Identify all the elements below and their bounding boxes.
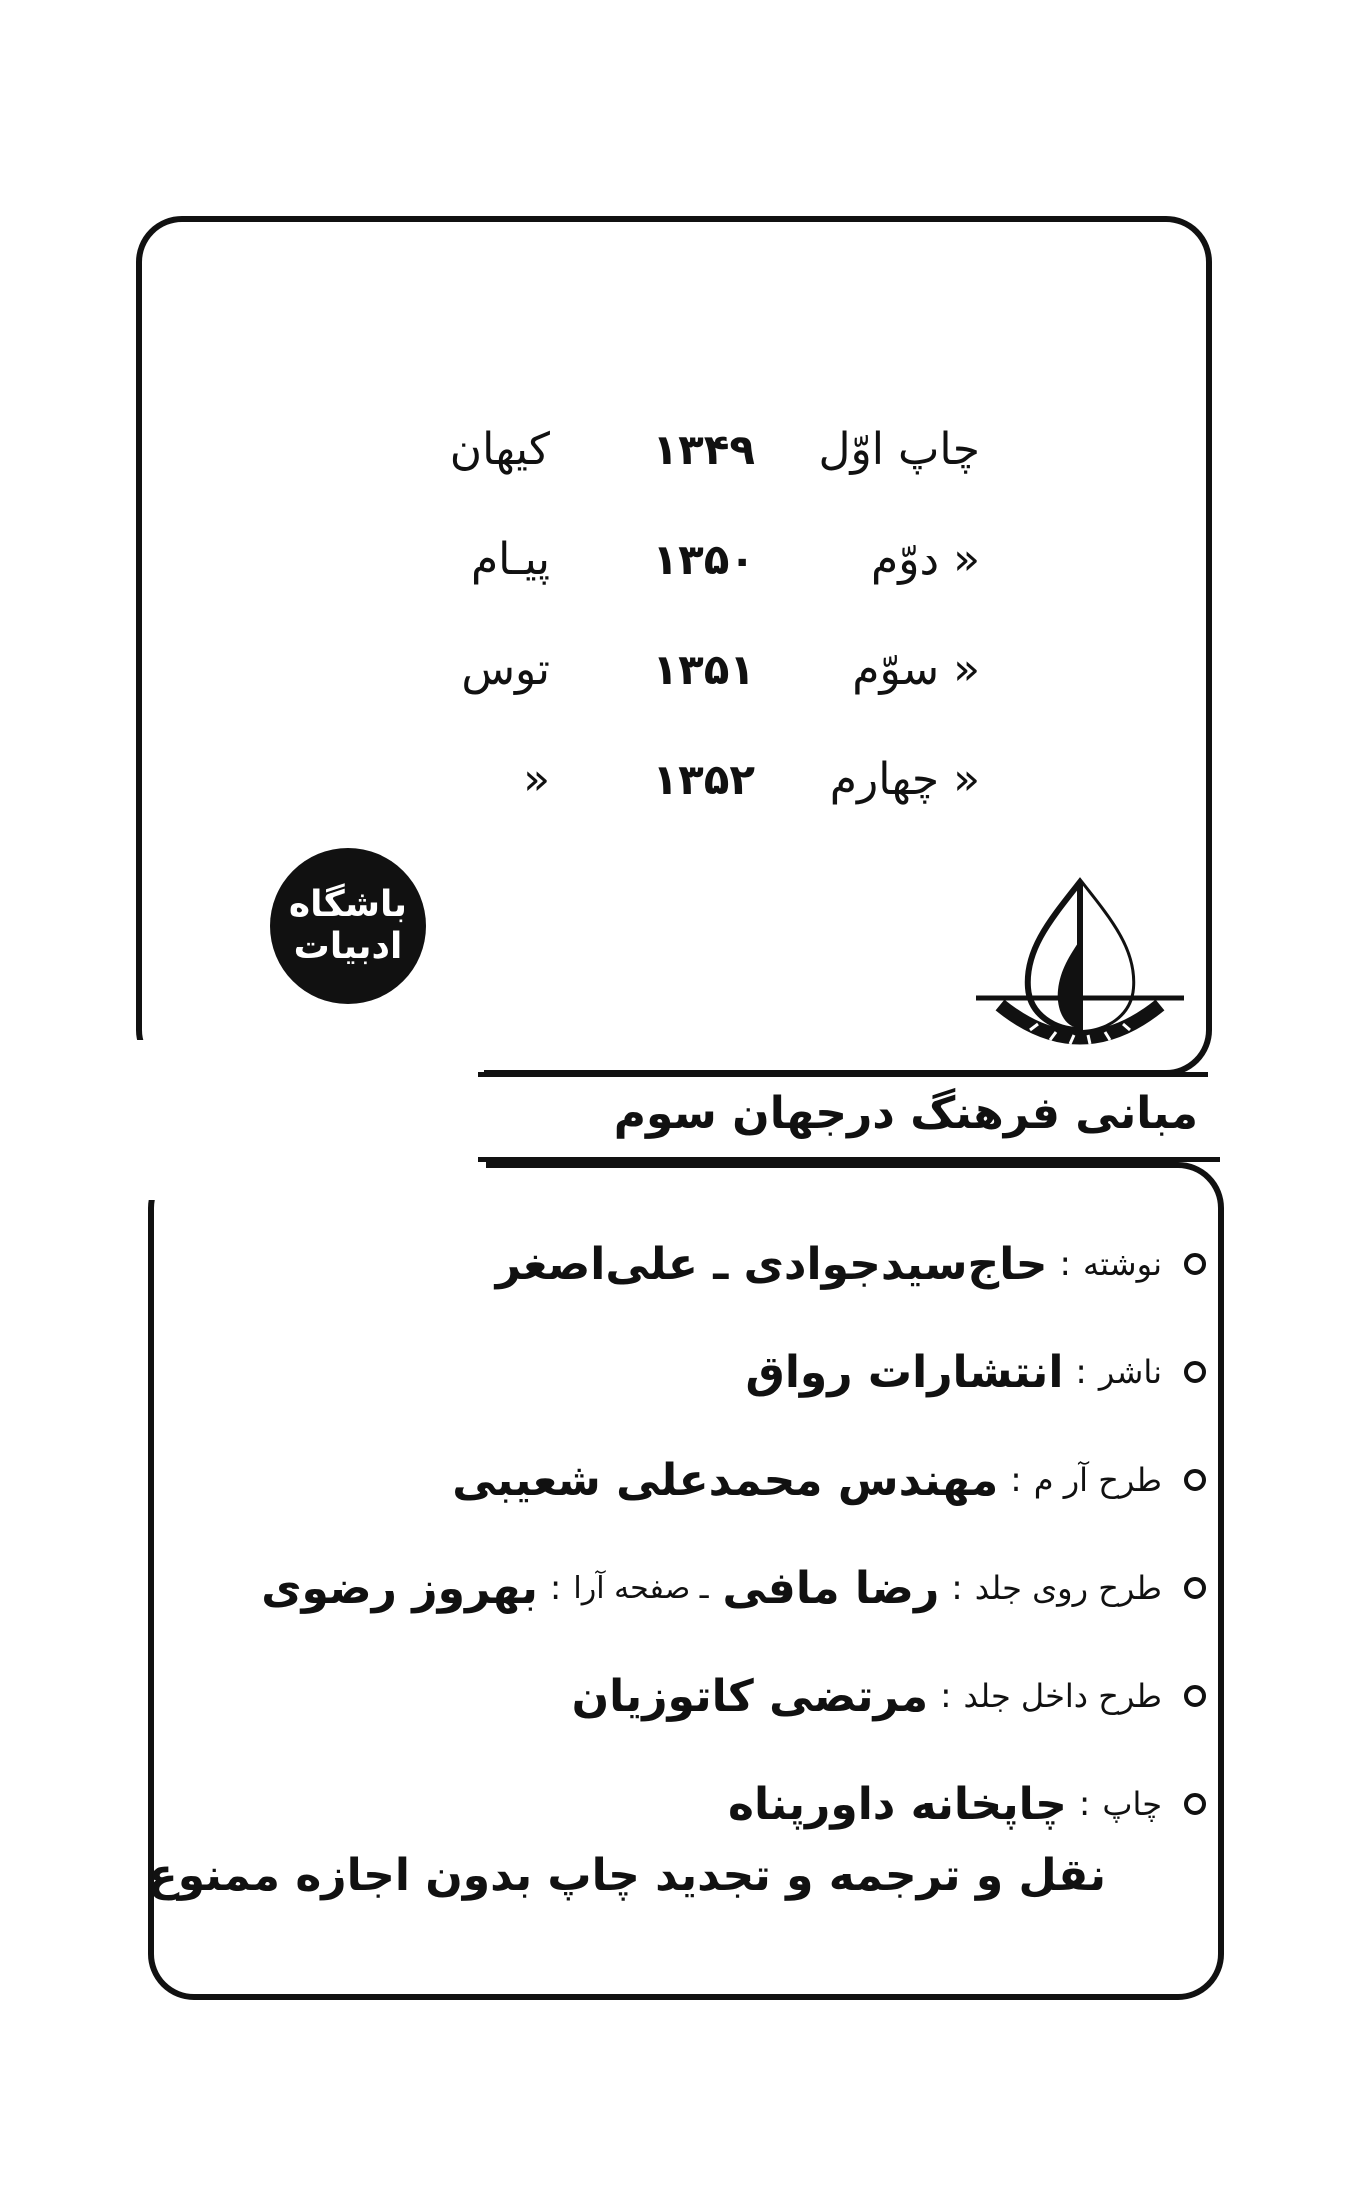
credit-label: ناشر bbox=[1098, 1353, 1162, 1391]
edition-row bbox=[420, 630, 980, 740]
editions-table bbox=[420, 410, 980, 850]
credit-label-secondary: ـ صفحه آرا bbox=[573, 1570, 709, 1606]
edition-year: ۱۳۵۰ bbox=[652, 535, 755, 584]
title-rule-top bbox=[478, 1072, 1208, 1077]
edition-label: « چهارم bbox=[829, 754, 980, 805]
colon: : bbox=[940, 1676, 952, 1716]
credit-value: حاج‌سیدجوادی ـ علی‌اصغر bbox=[495, 1238, 1048, 1290]
credit-row-author bbox=[176, 1210, 1206, 1318]
edition-label: « سوّم bbox=[852, 644, 980, 695]
bullet-icon bbox=[1184, 1253, 1206, 1275]
edition-label: « دوّم bbox=[871, 534, 980, 585]
frame-gap bbox=[140, 1150, 486, 1200]
bullet-icon bbox=[1184, 1577, 1206, 1599]
colon: : bbox=[549, 1568, 562, 1608]
colon: : bbox=[1010, 1460, 1022, 1500]
colon: : bbox=[1059, 1244, 1071, 1284]
club-stamp-badge bbox=[270, 848, 426, 1004]
credit-row-cover-design bbox=[176, 1534, 1206, 1642]
credit-value-secondary: بهروز رضوی bbox=[261, 1562, 538, 1614]
credits-list bbox=[176, 1210, 1206, 1858]
edition-label: چاپ اوّل bbox=[818, 424, 980, 475]
edition-publisher: « bbox=[523, 754, 550, 805]
edition-row bbox=[420, 740, 980, 850]
credit-value: مهندس محمدعلی شعیبی bbox=[452, 1454, 999, 1506]
edition-publisher: کیهان bbox=[449, 424, 550, 475]
credit-value: انتشارات رواق bbox=[745, 1346, 1064, 1398]
colon: : bbox=[951, 1568, 963, 1608]
bullet-icon bbox=[1184, 1793, 1206, 1815]
bullet-icon bbox=[1184, 1469, 1206, 1491]
edition-row bbox=[420, 520, 980, 630]
edition-year: ۱۳۵۱ bbox=[652, 645, 755, 694]
bullet-icon bbox=[1184, 1685, 1206, 1707]
credit-value: چاپخانه داورپناه bbox=[728, 1778, 1067, 1830]
credit-label: طرح روی جلد bbox=[974, 1569, 1162, 1607]
credit-row-publisher bbox=[176, 1318, 1206, 1426]
edition-year: ۱۳۴۹ bbox=[652, 425, 755, 474]
title-rule-bottom bbox=[478, 1157, 1220, 1162]
colon: : bbox=[1075, 1352, 1087, 1392]
frame-gap bbox=[128, 1040, 484, 1084]
credit-label: طرح داخل جلد bbox=[963, 1677, 1162, 1715]
credit-label: طرح آر م bbox=[1033, 1461, 1162, 1499]
edition-year: ۱۳۵۲ bbox=[652, 755, 755, 804]
credit-label: چاپ bbox=[1102, 1785, 1162, 1823]
copyright-notice: نقل و ترجمه و تجدید چاپ بدون اجازه ممنوع bbox=[147, 1850, 1106, 1901]
credit-row-interior-design bbox=[176, 1642, 1206, 1750]
badge-line-2: ادبیات bbox=[293, 926, 403, 967]
edition-row bbox=[420, 410, 980, 520]
edition-publisher: پیـام bbox=[470, 534, 550, 585]
publisher-emblem-icon bbox=[970, 870, 1190, 1060]
credit-label: نوشته bbox=[1082, 1245, 1162, 1283]
credit-row-emblem-design bbox=[176, 1426, 1206, 1534]
edition-publisher: توس bbox=[461, 644, 550, 695]
bullet-icon bbox=[1184, 1361, 1206, 1383]
colon: : bbox=[1078, 1784, 1091, 1824]
credit-value: مرتضی کاتوزیان bbox=[571, 1670, 929, 1722]
book-title: مبانی فرهنگ درجهان سوم bbox=[613, 1088, 1198, 1139]
credit-row-printer bbox=[176, 1750, 1206, 1858]
badge-line-1: باشگاه bbox=[288, 884, 408, 925]
credit-value: رضا مافی bbox=[722, 1562, 940, 1614]
